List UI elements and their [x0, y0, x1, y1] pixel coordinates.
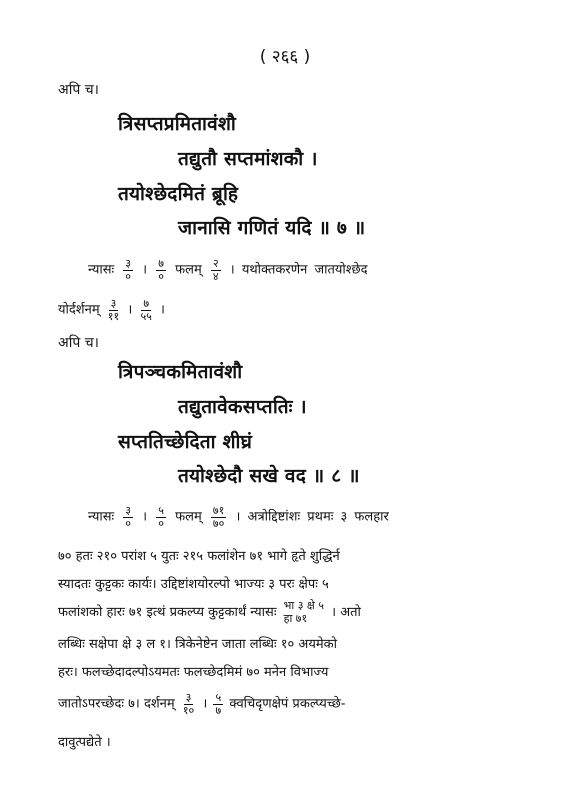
darshanam2-fraction-a: $\frac{३}{१०}$: [182, 691, 195, 717]
darshanam-line-2: जातोऽपरच्छेदः ७। दर्शनम् $\frac{३}{१०}$ । $\frac{५}{७}$ क्वचिदृणक्षेपं प्रकल्प्यच्छे-: [58, 691, 346, 717]
nyasa1-fraction-a: $\frac{३}{०}$: [125, 257, 132, 283]
nyasa1-fraction-phalam: $\frac{२}{४}$: [212, 257, 219, 283]
darshanam1-fraction-a: $\frac{३}{११}$: [107, 297, 120, 323]
phalam-label: फलम्: [175, 262, 202, 278]
verse7-line4: जानासि गणितं यदि ॥ ७ ॥: [178, 217, 366, 239]
api-ca-label-1: अपि च।: [58, 82, 99, 98]
darshanam1-fraction-b: $\frac{७}{५५}$: [140, 297, 152, 323]
nyasa2-fraction-b: $\frac{५}{०}$: [158, 504, 164, 530]
darshanam-line-1: योर्दर्शनम् $\frac{३}{११}$ । $\frac{७}{५५}$ ।: [58, 297, 165, 323]
nyasa2-fraction-a: $\frac{३}{०}$: [125, 504, 132, 530]
verse7-line1: त्रिसप्तप्रमितावंशौ: [118, 113, 236, 135]
page-number: ( २६६ ): [259, 47, 311, 67]
kuttaka-nyasa: भा ३ क्षे ५ हा ७१: [283, 599, 325, 625]
last-line: दावुत्पद्येते ।: [58, 735, 111, 750]
nyasa-line-1: न्यासः $\frac{३}{०}$ । $\frac{७}{०}$ फलम् $\frac{२}{४}$ । यथोक्तकरणेन जातयोश्छेद: [88, 257, 368, 283]
nyasa-label: न्यासः: [88, 262, 115, 278]
prose-line-2: स्यादतः कुट्टकः कार्यः। उद्दिष्टांशयोरल्पो भाज्यः ३ परः क्षेपः ५: [58, 577, 329, 592]
darshanam2-fraction-b: $\frac{५}{७}$: [215, 691, 222, 717]
nyasa2-fraction-phalam: $\frac{७१}{७०}$: [212, 504, 225, 530]
nyasa1-after-text: । यथोक्तकरणेन जातयोश्छेद: [229, 262, 368, 278]
prose-line-3: फलांशको हारः ७१ इत्थं प्रकल्प्य कुट्टकार्थं न्यासः भा ३ क्षे ५ हा ७१ । अतो: [58, 599, 361, 625]
nyasa1-fraction-b: $\frac{७}{०}$: [158, 257, 164, 283]
verse8-line4: तयोश्छेदौ सखे वद ॥ ८ ॥: [178, 465, 360, 487]
api-ca-label-2: अपि च।: [58, 335, 99, 351]
verse8-line3: सप्ततिच्छेदिता शीघ्रं: [118, 431, 253, 453]
verse7-line3: तयोश्छेदमितं ब्रूहि: [118, 183, 239, 205]
prose-line-4: लब्धिः सक्षेपा क्षे ३ ल १। त्रिकेनेष्टेन जाता लब्धिः १० अयमेको: [58, 637, 337, 652]
verse8-line2: तद्युतावेकसप्ततिः ।: [178, 396, 307, 418]
nyasa-line-2: न्यासः $\frac{३}{०}$ । $\frac{५}{०}$ फलम् $\frac{७१}{७०}$ । अत्रोद्दिष्टांशः प्रथमः ३ फलहार: [88, 504, 389, 530]
prose-line-5: हरः। फलच्छेदादल्पोऽयमतः फलच्छेदमिमं ७० मनेन विभाज्य: [58, 665, 329, 680]
verse7-line2: तद्युतौ सप्तमांशकौ ।: [178, 148, 318, 170]
prose-line-1: ७० हतः २१० परांश ५ युतः २१५ फलांशेन ७१ भागे हृते शुद्धिर्न: [58, 549, 340, 564]
verse8-line1: त्रिपञ्चकमितावंशौ: [118, 361, 243, 383]
